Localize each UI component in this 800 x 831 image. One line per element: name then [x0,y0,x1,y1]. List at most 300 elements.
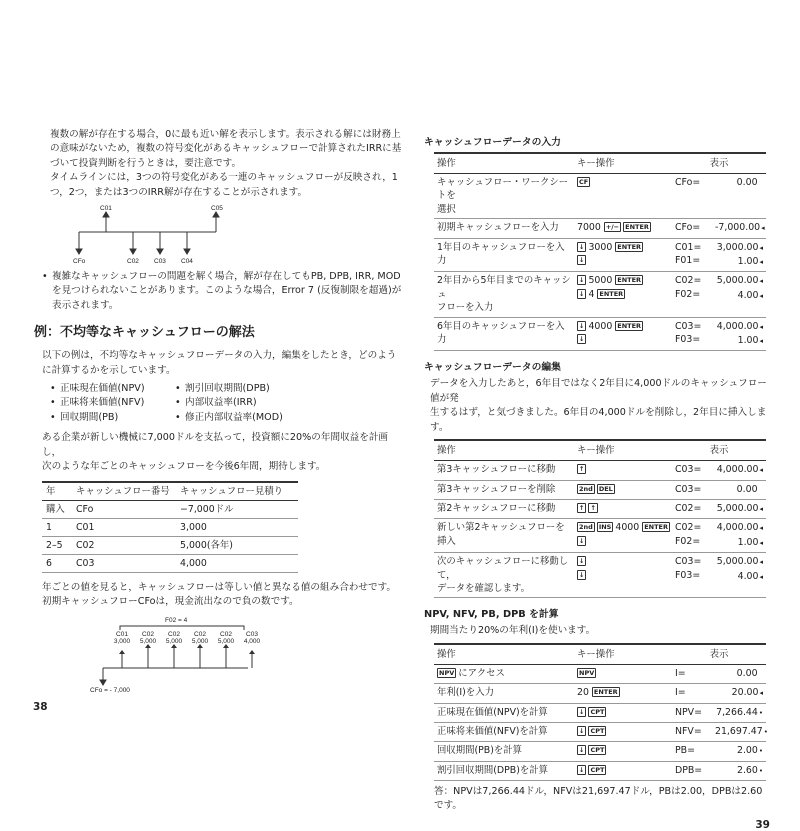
display-value-cell [712,664,766,683]
operation-line [437,667,571,680]
keystroke-line [577,176,669,189]
key-text: 3000 [588,241,616,253]
flow-arrow [140,631,157,668]
example-heading: 例：不均等なキャッシュフローの解法 [34,325,255,341]
flow-arrow [114,631,131,668]
indicator-icon: ◂ [759,291,763,300]
keystroke-cell [574,480,672,499]
display-label: CFo= [675,177,701,188]
indicator-icon: • [763,727,768,736]
text-line: 以下の例は，不均等なキャッシュフローデータの入力，編集をしたとき，どのよう [42,350,397,362]
key-del-icon: DEL [598,484,613,493]
table-cell: 5,000(各年) [176,536,298,554]
value-text: 7,266.44 [716,706,758,718]
display-value [715,555,763,569]
display-label: C02= [675,522,702,534]
operation-line: 年利(I)を入力 [437,687,494,699]
operation-cell [434,722,574,741]
display-label-cell [672,761,712,780]
display-value-cell [712,722,766,741]
display-value [715,255,763,269]
keystroke-cell [574,238,672,272]
flow-name: C01 [116,631,128,639]
key-text: 7000 [577,222,604,234]
display-value [715,483,763,497]
text-line: 初期キャッシュフローCFoは，現金流出なので負の数です。 [42,595,299,607]
key-enter-icon: ENTER [617,242,642,251]
display-value-cell [712,761,766,780]
display-label: F02= [675,535,701,547]
section-heading-compute: NPV, NFV, PB, DPB を計算 [424,609,559,621]
table-row [42,500,298,518]
display-value [715,686,763,700]
text-line: つ，2つ，または3つのIRR解が存在することが示されます。 [50,186,308,198]
display-value-cell [712,519,766,553]
display-label: F03= [675,569,701,581]
table-header: 表示 [672,440,766,461]
operation-cell [434,238,574,272]
table-cell: CFo [72,500,176,518]
key-ins-icon: INS [598,523,612,532]
operation-cell [434,272,574,317]
key--icon: ↓ [579,570,585,579]
key-2nd-icon: 2nd [579,484,593,493]
flow-name: C03 [246,631,258,639]
table-header: キー操作 [574,644,672,665]
table-header-row [434,153,766,174]
value-text: 3,000.00 [716,241,759,253]
key-cpt-icon: CPT [590,707,605,716]
flow-value: 5,000 [139,638,157,646]
keystroke-line [577,221,669,234]
keystroke-cell [574,219,672,238]
operation-cell [434,480,574,499]
text-line: に計算するかを示しています。 [42,364,176,376]
keystroke-line [577,521,669,534]
flow-name: C02 [194,631,206,639]
display-value-cell [712,703,766,722]
display-label-cell [672,219,712,238]
flow-value: 3,000 [113,638,131,646]
table-row [434,174,766,219]
note-bullet [42,270,402,313]
keystroke-line [577,725,669,738]
key--icon: ↓ [579,536,585,545]
indicator-icon: ◂ [759,258,763,267]
key-npv-icon: NPV [439,668,455,677]
table-row [434,461,766,480]
flow-value: 5,000 [217,638,235,646]
keystroke-line [577,241,669,254]
indicator-icon: • [758,747,763,756]
text-line: の意味がないため，複数の符号変化があるキャッシュフローで計算されたIRRに基 [50,143,402,155]
display-label: DPB= [675,764,703,776]
operation-line: 第2キャッシュフローに移動 [437,502,556,514]
value-text: 2.00 [736,745,758,757]
header-year: 年 [42,482,72,501]
answer-text: 答：NPVは7,266.44ドル，NFVは21,697.47ドル，PBは2.00，DPBは2.60です。 [434,786,763,812]
after-table-paragraph [42,581,402,610]
key--icon: ↓ [579,746,585,755]
operation-cell [434,317,574,351]
table-row [434,317,766,351]
key--icon: ↓ [579,557,585,566]
value-text: -7,000.00 [715,222,761,234]
table-row [434,480,766,499]
indicator-icon: ◂ [759,337,763,346]
value-text: 4,000.00 [716,522,759,534]
value-text: 0.00 [736,667,758,679]
display-label-cell [672,272,712,317]
value-text: 5,000.00 [716,556,759,568]
table-row [434,703,766,722]
table-row [434,742,766,761]
indicator-icon [759,670,763,678]
table-row [42,554,298,572]
text-line: • 複雑なキャッシュフローの問題を解く場合，解が存在してもPB, DPB, IRR, MOD [52,271,401,283]
text-line: データを入力したあと，6年目ではなく2年目に4,000ドルのキャッシュフロー値が発 [430,378,767,404]
display-value-cell [712,742,766,761]
table-row [434,272,766,317]
value-text: 2.60 [736,764,758,776]
display-label: NPV= [675,706,702,718]
bullet-list-col1 [50,382,175,425]
header-cf-number: キャッシュフロー番号 [72,482,176,501]
table-row [434,684,766,703]
operation-cell [434,742,574,761]
display-label: PB= [675,745,695,757]
value-text: 4.00 [737,289,759,301]
operation-cell [434,684,574,703]
display-label-cell [672,519,712,553]
key-cpt-icon: CPT [590,765,605,774]
display-label: C03= [675,483,702,495]
indicator-icon: ◂ [759,243,763,252]
key--icon: +/− [605,223,620,232]
keystroke-line [577,535,669,548]
operation-line: 正味将来価値(NFV)を計算 [437,725,548,737]
bracket-label: F02 = 4 [165,617,188,625]
keystroke-line [577,764,669,777]
bullet-list [50,382,402,425]
bracket [120,626,244,630]
keystroke-cell [574,761,672,780]
operation-cell [434,761,574,780]
value-text: 4,000.00 [716,320,759,332]
indicator-icon: ◂ [759,504,763,513]
indicator-icon: ◂ [759,466,763,475]
display-label: NFV= [675,725,702,737]
keystroke-line [577,686,669,699]
value-text: 0.00 [736,483,758,495]
display-value-cell [712,684,766,703]
table-header-row [434,440,766,461]
cashflow-estimate-table [42,481,298,573]
display-label-cell [672,742,712,761]
value-text: 4,000.00 [716,464,759,476]
key-text: にアクセス [458,667,505,679]
value-text: 21,697.47 [715,725,763,737]
indicator-icon: ◂ [759,524,763,533]
table-cell: 3,000 [176,518,298,536]
display-label: F01= [675,255,701,267]
bullet-item: • 正味将来価値(NFV) [50,396,175,410]
key-text: 4000 [615,522,643,534]
left-page [33,128,402,714]
key-cpt-icon: CPT [590,746,605,755]
key--icon: ↓ [579,335,585,344]
key-enter-icon: ENTER [625,223,649,232]
operation-line: 回収期間(PB)を計算 [437,745,523,757]
operation-line: キャッシュフロー・ワークシートを [437,177,569,202]
key-text: 4000 [588,320,616,332]
display-label-cell [672,684,712,703]
flow-arrow [218,631,235,668]
table-cell: −7,000ドル [176,500,298,518]
operation-line: 正味現在価値(NPV)を計算 [437,706,548,718]
operation-line: 1年目のキャッシュフローを入力 [437,241,565,267]
text-line: 生するはず，と気づきました。6年目の4,000ドルを削除し，2年目に挿入します。 [430,407,767,433]
indicator-icon: ◂ [759,538,763,547]
keystroke-cell [574,684,672,703]
keystroke-cell [574,519,672,553]
keystroke-line [577,288,669,301]
header-cf-estimate: キャッシュフロー見積り [176,482,298,501]
display-label: C03= [675,556,702,568]
display-value-cell [712,272,766,317]
display-label-cell [672,499,712,518]
edit-intro [430,377,770,435]
flow-value: 5,000 [191,638,209,646]
key-npv-icon: NPV [579,668,595,677]
table-cell: 6 [42,554,72,572]
bullet-item: • 内部収益率(IRR) [175,396,283,410]
table-header: キー操作 [574,440,672,461]
operation-line: 選択 [437,203,456,215]
table-cell: 4,000 [176,554,298,572]
text-line: タイムラインには，3つの符号変化がある一連のキャッシュフローが反映され，1 [50,172,398,184]
keystroke-cell [574,722,672,741]
display-value [715,536,763,550]
display-value-cell [712,461,766,480]
display-label: C02= [675,502,702,514]
display-value [715,221,763,235]
display-label-cell [672,238,712,272]
display-label: F03= [675,334,701,346]
operation-cell [434,174,574,219]
keystroke-line [577,463,669,476]
table-cell: 1 [42,518,72,536]
display-value-cell [712,480,766,499]
display-value [715,764,763,778]
table-cell: C03 [72,554,176,572]
display-label: I= [675,687,686,699]
display-label: C01= [675,241,702,253]
bullet-item: • 回収期間(PB) [50,411,175,425]
key--icon: ↓ [579,276,585,285]
cashflow-input-table [434,152,766,351]
text-line: 期間当たり20%の年利(I)を使います。 [430,625,596,637]
indicator-icon: ◂ [759,689,763,698]
keystroke-line [577,333,669,346]
indicator-icon: ◂ [759,572,763,581]
key--icon: ↑ [579,503,585,512]
key-cpt-icon: CPT [590,726,605,735]
keystroke-line [577,274,669,287]
table-row [434,761,766,780]
keystroke-line [577,569,669,582]
display-value-cell [712,499,766,518]
flow-name: C02 [168,631,180,639]
operation-cell [434,219,574,238]
operation-line: フローを入力 [437,302,494,314]
key--icon: ↓ [579,256,585,265]
timeline-diagram-sign-changes [60,204,250,266]
display-value [715,241,763,255]
display-value [715,502,763,516]
value-text: 1.00 [737,335,759,347]
key-text: 20 [577,687,592,699]
table-row [434,722,766,741]
keystroke-cell [574,553,672,598]
display-label-cell [672,480,712,499]
flow-label: CFo [73,258,86,266]
table-row [42,518,298,536]
bullet-list-col2 [175,382,283,425]
indicator-icon: ◂ [759,322,763,331]
display-label-cell [672,722,712,741]
operation-line: 次のキャッシュフローに移動して， [437,556,569,581]
flow-arrow [166,631,183,668]
indicator-icon: ◂ [759,277,763,286]
value-text: 5,000.00 [716,502,759,514]
table-header: 操作 [434,440,574,461]
indicator-icon [759,486,763,494]
display-value [715,463,763,477]
operation-line: 6年目のキャッシュフローを入力 [437,320,565,346]
flow-name: C02 [220,631,232,639]
right-page [424,126,770,831]
section-heading-edit: キャッシュフローデータの編集 [424,362,561,374]
display-label: C03= [675,464,702,476]
page-number-right: 39 [755,819,770,831]
keystroke-cell [574,499,672,518]
indicator-icon: • [758,766,763,775]
display-label-cell [672,174,712,219]
flow-label: C05 [211,205,223,213]
operation-cell [434,461,574,480]
display-value [715,570,763,584]
keystroke-cell [574,664,672,683]
table-cell: 購入 [42,500,72,518]
value-text: 4.00 [737,570,759,582]
display-label: CFo= [675,222,701,234]
display-label-cell [672,317,712,351]
operation-line: 2年目から5年目までのキャッシュ [437,275,571,300]
table-row [42,536,298,554]
display-label-cell [672,461,712,480]
key-enter-icon: ENTER [617,276,642,285]
display-value-cell [712,553,766,598]
table-row [434,219,766,238]
operation-cell [434,703,574,722]
display-value [715,334,763,348]
key--icon: ↓ [579,726,585,735]
table-header: 操作 [434,153,574,174]
display-value-cell [712,317,766,351]
operation-cell [434,519,574,553]
keystroke-line [577,320,669,333]
compute-intro [430,624,770,638]
operation-line: 第3キャッシュフローに移動 [437,464,556,476]
key--icon: ↑ [579,465,585,474]
key-text: 4 [588,288,598,300]
display-label-cell [672,553,712,598]
value-text: 1.00 [737,536,759,548]
scenario-paragraph [42,431,402,474]
text-line: 次のような年ごとのキャッシュフローを今後6年間，期待します。 [42,461,326,473]
indicator-icon [759,179,763,187]
flow-label: C01 [100,205,112,213]
table-header-row [434,644,766,665]
table-row [434,664,766,683]
keystroke-cell [574,317,672,351]
keystroke-cell [574,742,672,761]
display-value [715,744,763,758]
table-cell: 2–5 [42,536,72,554]
display-value-cell [712,174,766,219]
key-2nd-icon: 2nd [579,523,593,532]
key--icon: ↓ [579,765,585,774]
key-enter-icon: ENTER [593,688,618,697]
table-row [434,499,766,518]
table-header: キー操作 [574,153,672,174]
key-enter-icon: ENTER [644,523,668,532]
timeline-diagram-example [80,615,270,695]
key-text: 5000 [588,275,616,287]
key--icon: ↓ [579,289,585,298]
text-line: 年ごとの値を見ると，キャッシュフローは等しい値と異なる値の組み合わせです。 [42,581,397,593]
keystroke-line [577,502,669,515]
key--icon: ↓ [579,242,585,251]
keystroke-line [577,555,669,568]
table-row [434,519,766,553]
keystroke-line [577,744,669,757]
table-header: 操作 [434,644,574,665]
operation-line: 第3キャッシュフローを削除 [437,483,556,495]
table-row [434,553,766,598]
flow-arrow [244,631,261,668]
display-label: I= [675,667,686,679]
key-cf-icon: CF [579,178,589,186]
flow-value: 5,000 [165,638,183,646]
indicator-icon: ◂ [761,224,765,233]
text-line: 表示されます。 [52,299,119,311]
display-value [715,274,763,288]
value-text: 1.00 [737,256,759,268]
flow-arrow [192,631,209,668]
flow-label: C03 [154,258,166,266]
display-label: C02= [675,275,702,287]
text-line: ある企業が新しい機械に7,000ドルを支払って，投資額に20%の年間収益を計画し， [42,432,389,458]
operation-cell [434,553,574,598]
section-heading-input: キャッシュフローデータの入力 [424,137,561,148]
operation-line: 割引回収期間(DPB)を計算 [437,764,548,776]
flow-label: C04 [181,258,193,266]
example-intro [42,349,402,378]
operation-line: データを確認します。 [437,582,530,594]
bullet-item: • 修正内部収益率(MOD) [175,411,283,425]
